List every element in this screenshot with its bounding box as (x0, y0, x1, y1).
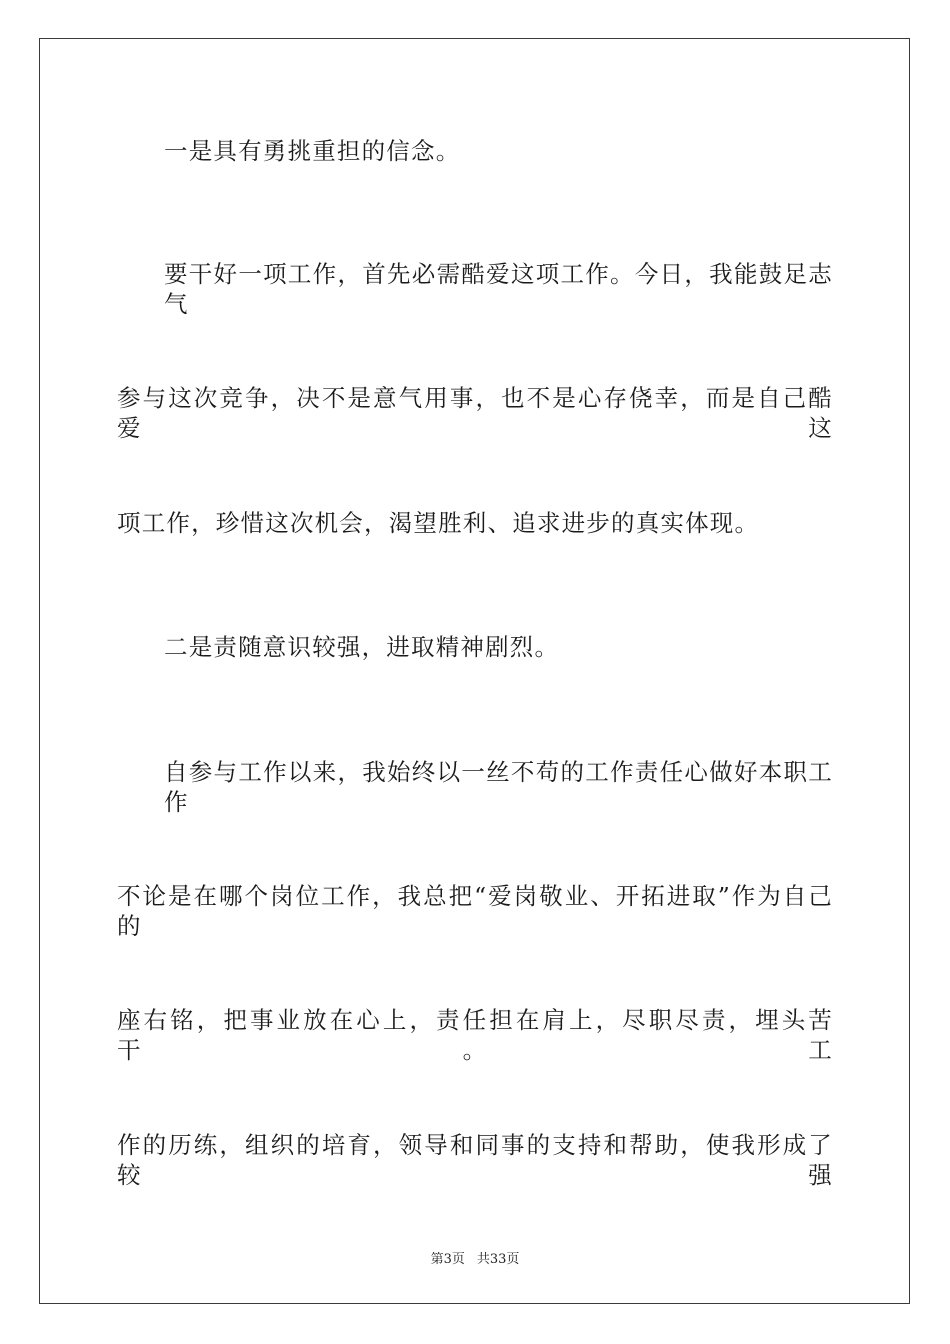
paragraph-line: 不论是在哪个岗位工作，我总把“爱岗敬业、开拓进取”作为自己的 (117, 882, 833, 940)
paragraph-line: 作的历练，组织的培育，领导和同事的支持和帮助，使我形成了较强 (117, 1131, 833, 1189)
page-footer (0, 1248, 950, 1267)
paragraph-line: 自参与工作以来，我始终以一丝不苟的工作责任心做好本职工作 (164, 758, 833, 816)
paragraph-line: 参与这次竞争，决不是意气用事，也不是心存侥幸，而是自己酷爱这 (117, 384, 833, 442)
paragraph-line: 二是责随意识较强，进取精神剧烈。 (164, 633, 560, 661)
paragraph-line: 一是具有勇挑重担的信念。 (164, 137, 461, 165)
total-pages: 共33页 (476, 1252, 520, 1267)
page-number: 第3页 (430, 1252, 465, 1267)
paragraph-line: 要干好一项工作，首先必需酷爱这项工作。今日，我能鼓足志气 (164, 260, 833, 318)
page-border (39, 38, 910, 1304)
paragraph-line: 项工作，珍惜这次机会，渴望胜利、追求进步的真实体现。 (117, 509, 760, 537)
paragraph-line: 座右铭，把事业放在心上，责任担在肩上，尽职尽责，埋头苦干。工 (117, 1006, 833, 1064)
